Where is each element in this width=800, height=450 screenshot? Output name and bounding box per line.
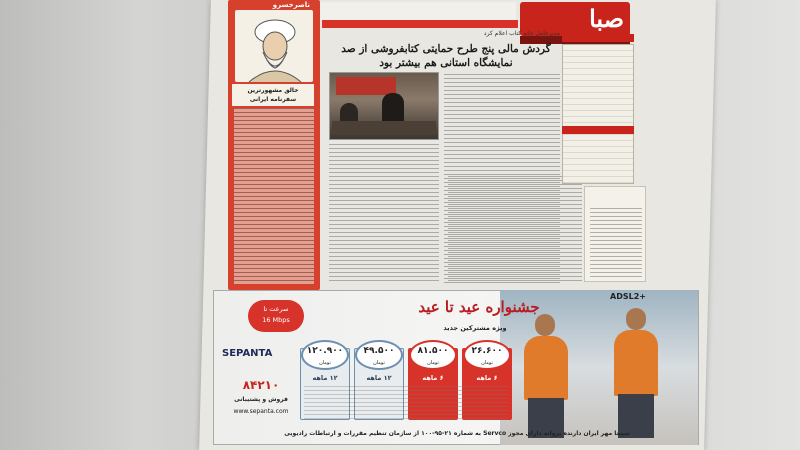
top-strip: [320, 2, 516, 20]
man-figure-1: [524, 336, 568, 400]
portrait-illustration: [235, 10, 313, 82]
headline-kicker: مدیرعامل خانه کتاب اعلام کرد: [483, 30, 560, 37]
plan-unit: تومان: [373, 360, 385, 366]
plan-months: ۶ ماهه: [476, 374, 498, 382]
plan-unit: تومان: [427, 360, 439, 366]
red-strip: [322, 20, 518, 28]
plan-months: ۱۲ ماهه: [312, 374, 338, 382]
brand-name: SEPANTA: [222, 348, 273, 359]
ad-title: جشنواره عید تا عید: [418, 298, 540, 316]
speed-badge: [248, 300, 304, 332]
newspaper-logo: صبا: [589, 4, 624, 33]
left-caption: خالق مشهورترین سفرنامه ایرانی: [232, 84, 314, 106]
background-cloth-left: [0, 0, 230, 450]
man-head-1: [535, 314, 555, 336]
left-article-text: [234, 108, 314, 284]
right-data-table: [562, 44, 634, 184]
main-article-text-left: [329, 144, 439, 284]
man-figure-2: [614, 330, 658, 396]
plan-price: ۱۲۰.۹۰۰: [306, 346, 344, 356]
speed-badge-line2: 16 Mbps: [262, 316, 290, 324]
man-head-2: [626, 308, 646, 330]
right-table-header-2: [562, 126, 634, 134]
adsl-label: ADSL2+: [610, 292, 646, 301]
plan-unit: تومان: [319, 360, 331, 366]
sales-label: فروش و پشتیبانی: [234, 396, 288, 403]
main-headline: گردش مالی پنج طرح حمایتی کتابفروشی از صد نمایشگاه استانی هم بیشتر بود: [341, 43, 551, 69]
ad-footer: سپنتا مهر ایران دارنده پروانه دارای مجوز Servco به شماره ۲۱-۹۵-۱۰۰ از سازمان تنظیم مقررات و ارتباطات رادیویی: [284, 430, 630, 437]
author-name: ناصرخسرو: [272, 1, 310, 9]
plan-price: ۴۹.۵۰۰: [363, 346, 395, 356]
speed-badge-line1: سرعت تا: [263, 305, 289, 313]
website: www.sepanta.com: [233, 408, 289, 415]
phone-number: ۸۴۲۱۰: [242, 378, 280, 392]
plan-months: ۱۲ ماهه: [366, 374, 392, 382]
plan-price: ۸۱.۵۰۰: [417, 346, 449, 356]
plan-details-text: [304, 386, 508, 420]
right-table-header: [562, 34, 634, 42]
plan-months: ۶ ماهه: [422, 374, 444, 382]
plan-price: ۲۶.۶۰۰: [471, 346, 503, 356]
main-article-text-lower: [448, 176, 582, 284]
ad-subtitle: ویژه مشترکین جدید: [443, 324, 507, 332]
plan-unit: تومان: [481, 360, 493, 366]
article-photo: [329, 72, 439, 140]
right-box-text: [590, 208, 642, 278]
